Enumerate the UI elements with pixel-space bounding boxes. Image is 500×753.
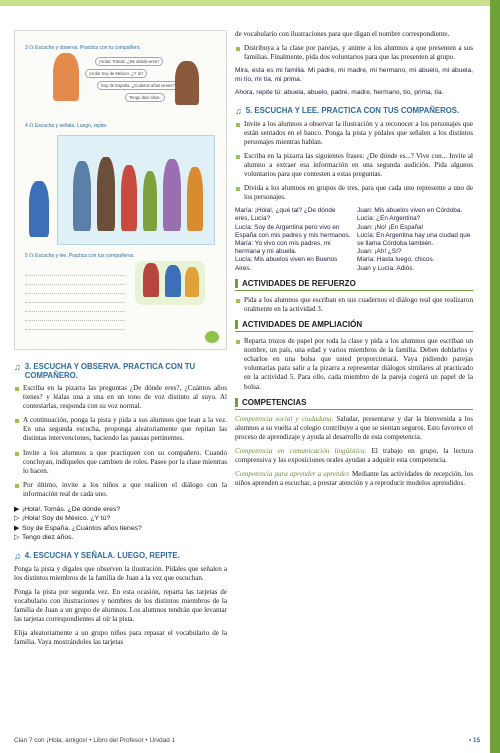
book-bubble-4: Tengo diez años. — [125, 93, 165, 102]
example-family: Mira, esta es mi familia. Mi padre, mi madre, mi hermano, mi abuelo, mi abuela, mi tío, mi tía, mi prima. — [235, 67, 473, 83]
book-activity-5-heading: 5 ☊ Escucha y lee. Practica con tus compañeros. — [25, 253, 135, 259]
boy-illustration — [53, 53, 79, 101]
heading-marker — [235, 320, 238, 329]
s3-dialog — [14, 505, 227, 543]
page-footer — [14, 737, 480, 744]
right-column — [235, 30, 473, 493]
boy-with-backpack — [29, 181, 49, 237]
family-member-1 — [73, 161, 91, 231]
s4-paragraph-2: Ponga la pista por segunda vez. En esta ocasión, reparta las tarjetas de vocabulario con ilustraciones y nombres de los distintos miembros de la familia de Juan a un grupo de alumnos. Los alumnos tendrán que levantar las tarjetas correspondientes al oír la pista. — [14, 587, 227, 624]
dialog-line: ▶ Soy de España. ¿Cuántos años tienes? — [14, 524, 142, 532]
unit-side-tab — [490, 0, 500, 753]
s4-paragraph-1: Ponga la pista y dígales que observen la ilustración. Pídales que señalen a los distintos miembros de la familia de Juan a la vez que escuchan. — [14, 564, 227, 582]
section-3-heading: ♫ 3. ESCUCHA Y OBSERVA. PRACTICA CON TU COMPAÑERO. — [14, 362, 196, 380]
heading-marker — [235, 279, 238, 288]
continuation-paragraph: de vocabulario con ilustraciones para que digan el nombre correspondiente. — [235, 30, 450, 38]
s3-paragraph-3: Invite a los alumnos a que practiquen con su compañero. Cuando concluyan, indíqueles que cambien de roles. Pasee por la clase mientras lo hacen. — [14, 449, 227, 476]
s5-bullet-3: Divida a los alumnos en grupos de tres, para que cada uno represente a uno de los personajes. — [235, 184, 473, 202]
s3-paragraph-1: Escriba en la pizarra las preguntas ¿De dónde eres?, ¿Cuántos años tienes? y léalas una a una en un tono de voz distinto al suyo. Al contestarlas, responda con su voz normal. — [14, 384, 227, 411]
s4-paragraph-3: Elija aleatoriamente a un grupo niños para repasar el vocabulario de la familia. Vaya mostrándoles las tarjetas — [14, 629, 227, 647]
book-activity-3-heading: 3 ☊ Escucha y observa. Practica con tu compañero. — [25, 45, 141, 51]
audio-track-icon: ♫ — [14, 362, 21, 372]
family-member-3 — [121, 165, 137, 231]
s5-bullet-2: Escriba en la pizarra las siguientes frases: ¿De dónde es...? Vive con... Invite al alumno a extraer esa información en una segunda audición. Pida algunos voluntarios para que contesten a estas preguntas. — [235, 152, 473, 179]
book-bubble-3: Soy de España. ¿Cuántos años tienes? — [97, 81, 179, 90]
competencias-heading: COMPETENCIAS — [235, 398, 473, 410]
competencia-aprender: Competencia para aprender a aprender. Mediante las actividades de recepción, los niños aprenden a escuchar, a prestar atención y a reproducir modelos aprendidos. — [235, 470, 473, 488]
dialog-line: ▶ ¡Hola!, Tomás. ¿De dónde eres? — [14, 506, 121, 514]
book-activity-4-heading: 4 ☊ Escucha y señala. Luego, repite. — [25, 123, 108, 129]
book-dialog-lines — [25, 267, 125, 343]
refuerzo-text: Pida a los alumnos que escriban en sus cuadernos el diálogo real que realizaron oralmente en la actividad 3. — [235, 296, 473, 314]
example-repeat: Ahora, repite tú: abuela, abuelo, padre, madre, hermano, tío, prima, tía. — [235, 89, 444, 97]
family-member-4 — [143, 171, 157, 231]
boy2-illustration — [175, 61, 199, 105]
s5-bullet-1: Invite a los alumnos a observar la ilustración y a reconocer a los personajes que están sentados en el banco. Ponga la pista y pídales que señalen a los distintos personajes mientras hablan. — [235, 120, 473, 147]
bench-child-3 — [185, 267, 199, 297]
ampliacion-heading: ACTIVIDADES DE AMPLIACIÓN — [235, 320, 473, 332]
dialog-line: ▷ Tengo diez años. — [14, 534, 74, 542]
competencia-social: Competencia social y ciudadana. Saludar, presentarse y dar la bienvenida a los alumnos a su vuelta al colegio contribuye a que se sientan seguros. Esto favorece el proceso de aprendizaje y ayuda al desarrollo de esta competencia. — [235, 414, 473, 441]
s5-dialog — [235, 207, 473, 273]
footer-book-title: Clan 7 con ¡Hola, amigos! • Libro del Profesor • Unidad 1 — [14, 737, 176, 744]
pairs-paragraph: Distribuya a la clase por parejas, y anime a los alumnos a que presenten a sus familias. Finalmente, pida dos voluntarios para que las presenten al grupo. — [235, 44, 473, 62]
student-book-thumbnail — [14, 30, 227, 350]
family-member-2 — [97, 157, 115, 231]
book-bubble-2: ¡Hola! Soy de México. ¿Y tú? — [85, 69, 147, 78]
dialog-column-1: María: ¡Hola!, ¿qué tal? ¿De dónde eres, Lucía? Lucía: Soy de Argentina pero vivo en España con mis padres y mis hermanos. María: Yo vivo con mis padres, mi hermana y mi abuela. Lucía: Mis abuelos viven en Buenos Aires. — [235, 207, 351, 272]
family-member-6 — [187, 167, 203, 231]
section-5-heading: ♫ 5. ESCUCHA Y LEE. PRACTICA CON TUS COMPAÑEROS. — [235, 105, 460, 116]
page-top-bar — [0, 0, 500, 6]
dialog-column-2: Juan: Mis abuelos viven en Córdoba. Lucía: ¿En Argentina? Juan: ¡No! ¡En España! Lucía: En Argentina hay una ciudad que se llama Córdoba también. Juan: ¡Ah! ¿Sí? María: Hasta luego, chicos. Juan y Lucía: Adiós. — [357, 207, 471, 272]
dialog-line: ▷ ¡Hola! Soy de México. ¿Y tú? — [14, 515, 111, 523]
s3-paragraph-2: A continuación, ponga la pista y pida a sus alumnos que lean a la vez. En una segunda escucha, proponga aleatoriamente que repitan las distintas intervenciones, haciendo las pausas pertinentes. — [14, 416, 227, 443]
audio-track-icon: ♫ — [14, 550, 21, 561]
page-number: ▪ 15 — [468, 737, 480, 744]
book-bubble-1: ¡Hola!, Tomás. ¿De dónde eres? — [95, 57, 163, 66]
heading-marker — [235, 398, 238, 407]
family-member-5 — [163, 159, 181, 231]
s3-paragraph-4: Por último, invite a los niños a que realicen el diálogo con la información real de cada uno. — [14, 481, 227, 499]
refuerzo-heading: ACTIVIDADES DE REFUERZO — [235, 279, 473, 291]
bench-child-1 — [143, 263, 159, 297]
left-column — [14, 30, 227, 652]
ampliacion-text: Reparta trozos de papel por toda la clase y pida a los alumnos que escriban un nombre, un país, una edad y varios miembros de la familia. Deben doblarlos y echarlos en una bolsa que usted proporcionará. Vaya pidiendo parejas voluntarias para salir a la pizarra a representar diálogos similares al practicado en la actividad 5. Para ello, cada miembro de la pareja cogerá un papel de la bolsa. — [235, 337, 473, 392]
competencia-linguistica: Competencia en comunicación lingüística. El trabajo en grupo, la lectura comprensiva y las exposiciones orales ayudan a adquirir esta competencia. — [235, 446, 473, 464]
audio-track-icon: ♫ — [235, 105, 242, 116]
paw-print-icon — [205, 331, 219, 343]
bench-child-2 — [165, 265, 181, 297]
section-4-heading: ♫ 4. ESCUCHA Y SEÑALA. LUEGO, REPITE. — [14, 550, 180, 561]
